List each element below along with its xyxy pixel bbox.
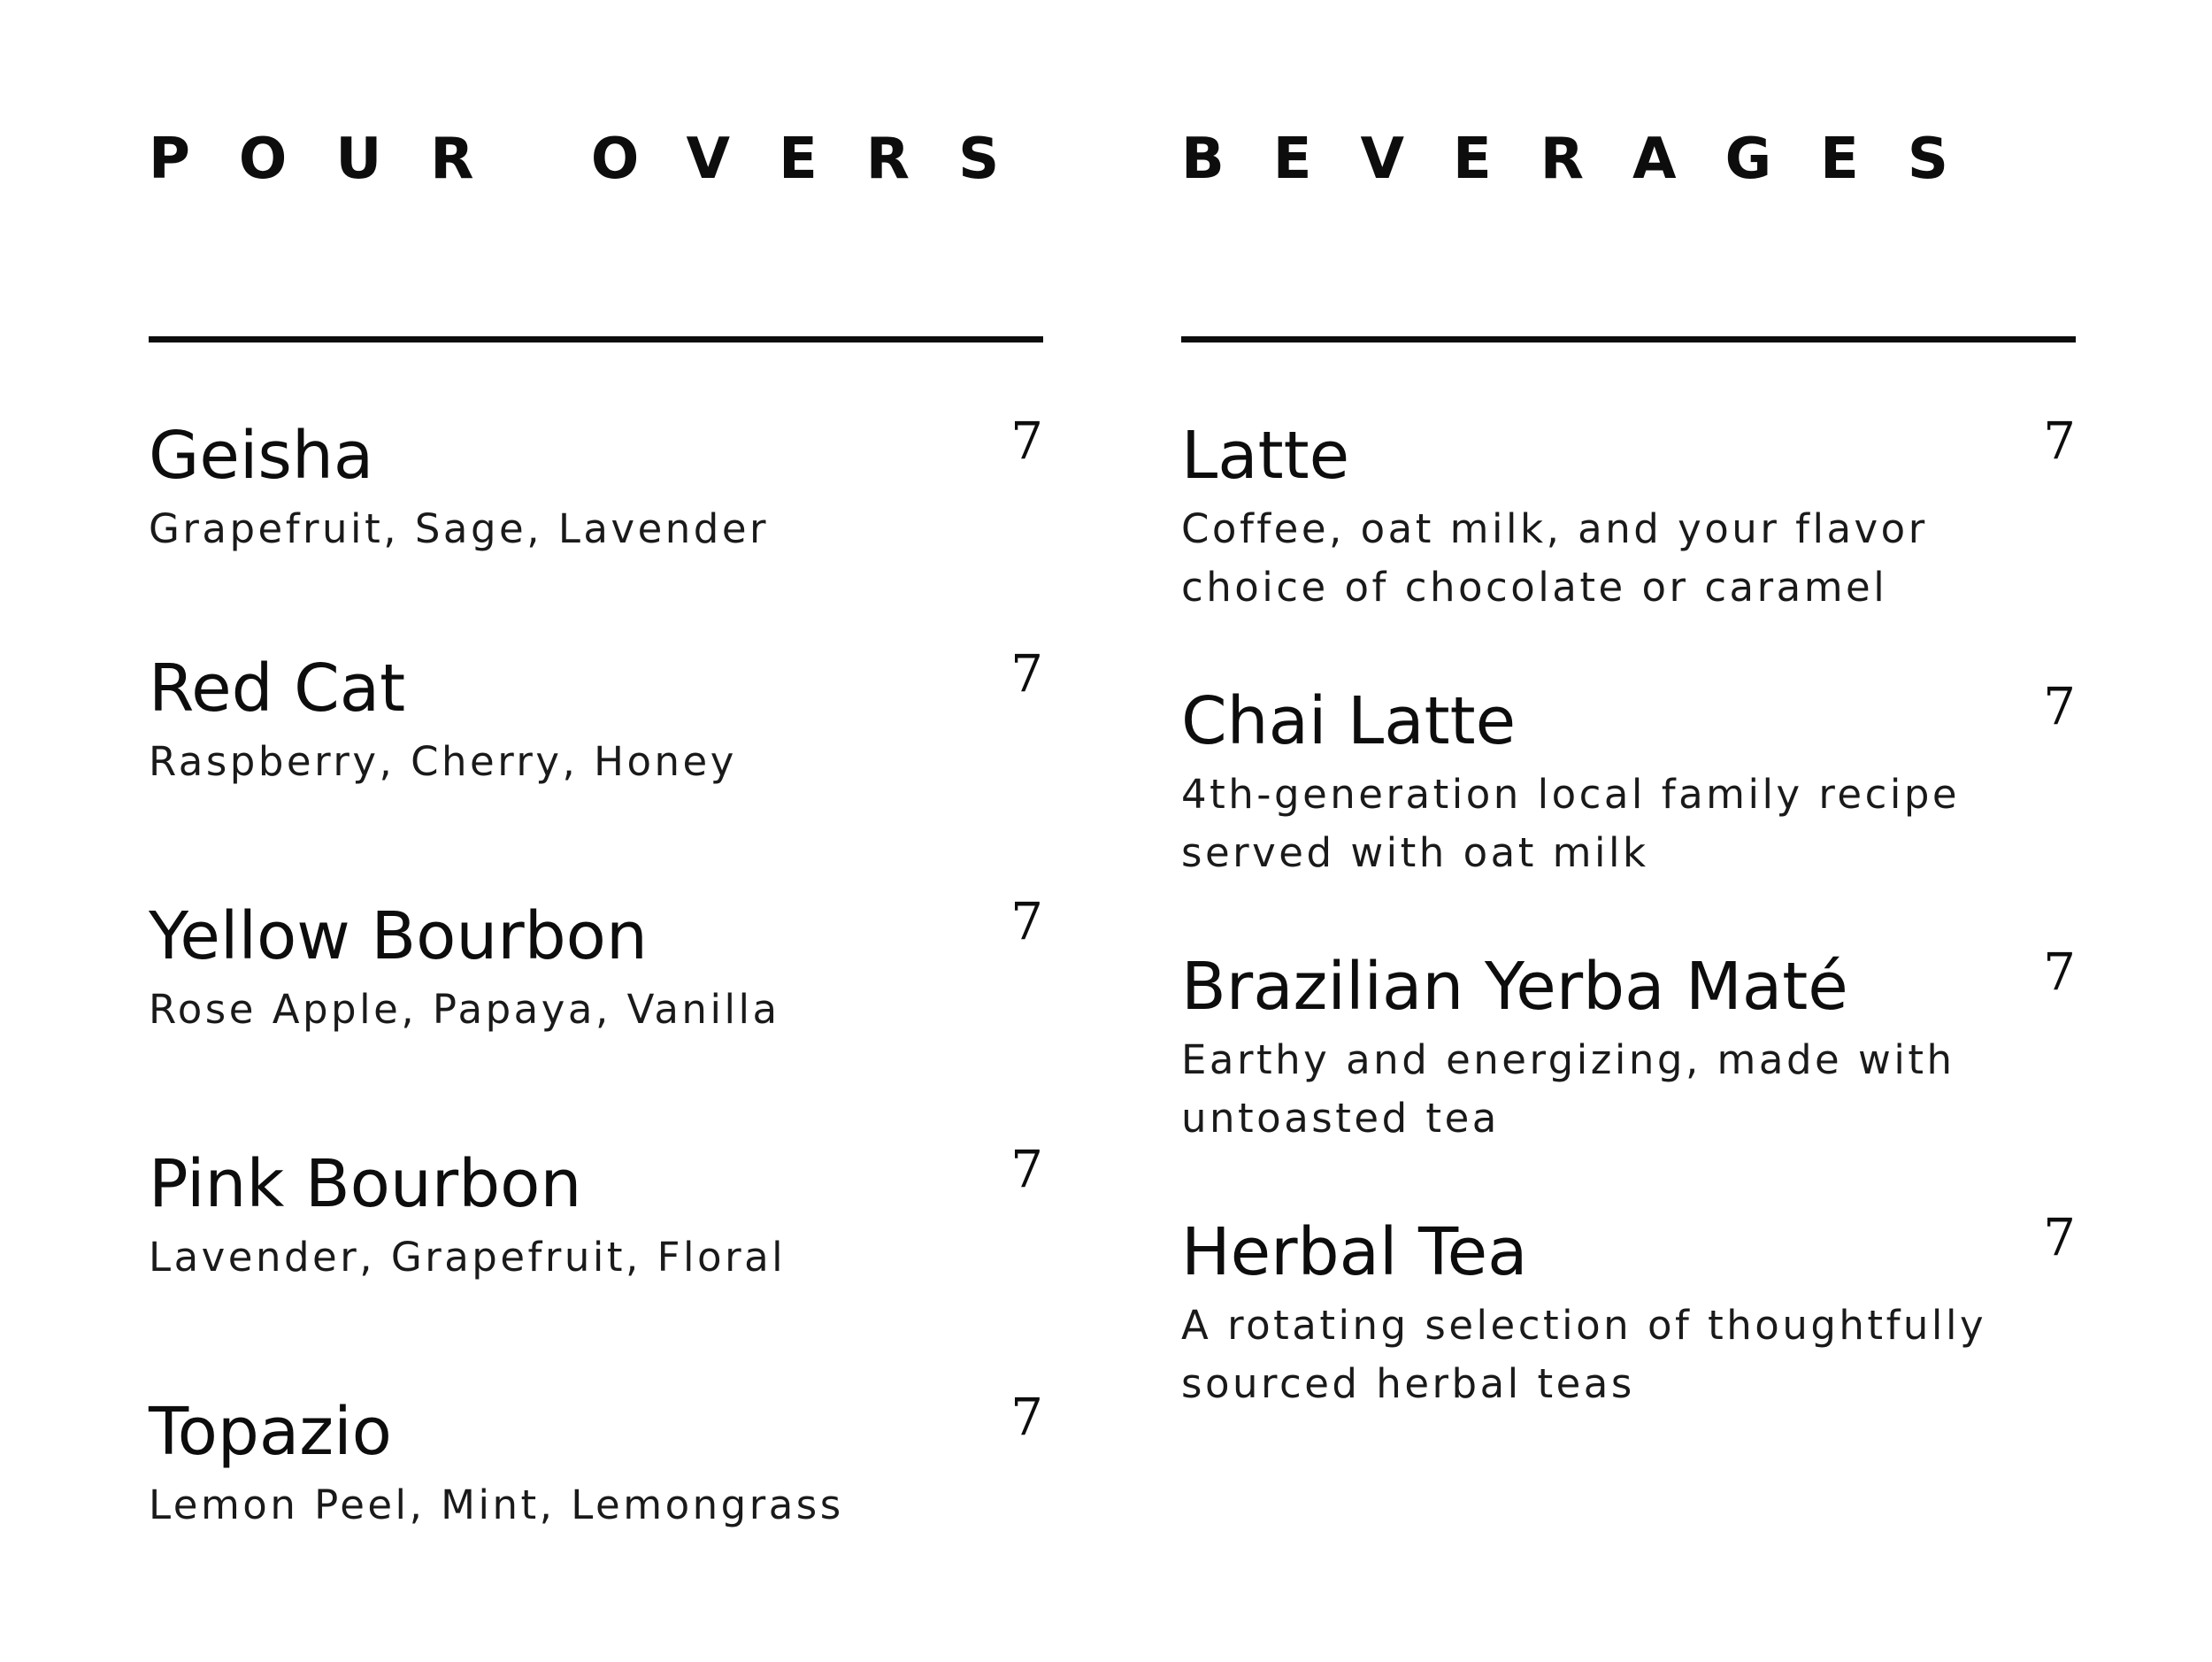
item-description: Coffee, oat milk, and your flavor choice of chocolate or caramel: [1181, 505, 1928, 611]
item-name: Geisha: [149, 418, 374, 494]
item-description: Earthy and energizing, made with untoasted tea: [1181, 1036, 1955, 1142]
item-name: Chai Latte: [1181, 683, 1517, 759]
item-price: 7: [1010, 1139, 1043, 1199]
item-description: A rotating selection of thoughtfully sourced herbal teas: [1181, 1302, 1987, 1407]
item-name: Brazilian Yerba Maté: [1181, 949, 1848, 1025]
pour-overs-divider: [149, 336, 1043, 342]
item-price: 7: [2043, 942, 2076, 1002]
item-name: Yellow Bourbon: [149, 898, 648, 974]
item-name: Red Cat: [149, 650, 406, 727]
item-price: 7: [1010, 411, 1043, 471]
item-description: Raspberry, Cherry, Honey: [149, 738, 737, 785]
beverages-heading: BEVERAGES: [1181, 127, 1997, 192]
item-name: Herbal Tea: [1181, 1214, 1528, 1290]
item-price: 7: [1010, 643, 1043, 704]
item-description: Rose Apple, Papaya, Vanilla: [149, 986, 780, 1033]
item-name: Pink Bourbon: [149, 1146, 582, 1222]
item-description: Lemon Peel, Mint, Lemongrass: [149, 1481, 844, 1528]
item-price: 7: [2043, 676, 2076, 736]
item-description: 4th-generation local family recipe served with oat milk: [1181, 771, 1961, 876]
item-price: 7: [1010, 1387, 1043, 1447]
item-price: 7: [2043, 1207, 2076, 1267]
item-name: Topazio: [149, 1394, 392, 1470]
item-price: 7: [1010, 891, 1043, 951]
item-description: Lavender, Grapefruit, Floral: [149, 1234, 787, 1281]
beverages-divider: [1181, 336, 2076, 342]
pour-overs-heading: POUR OVERS: [149, 127, 1048, 192]
item-price: 7: [2043, 411, 2076, 471]
item-name: Latte: [1181, 418, 1350, 494]
item-description: Grapefruit, Sage, Lavender: [149, 505, 770, 552]
